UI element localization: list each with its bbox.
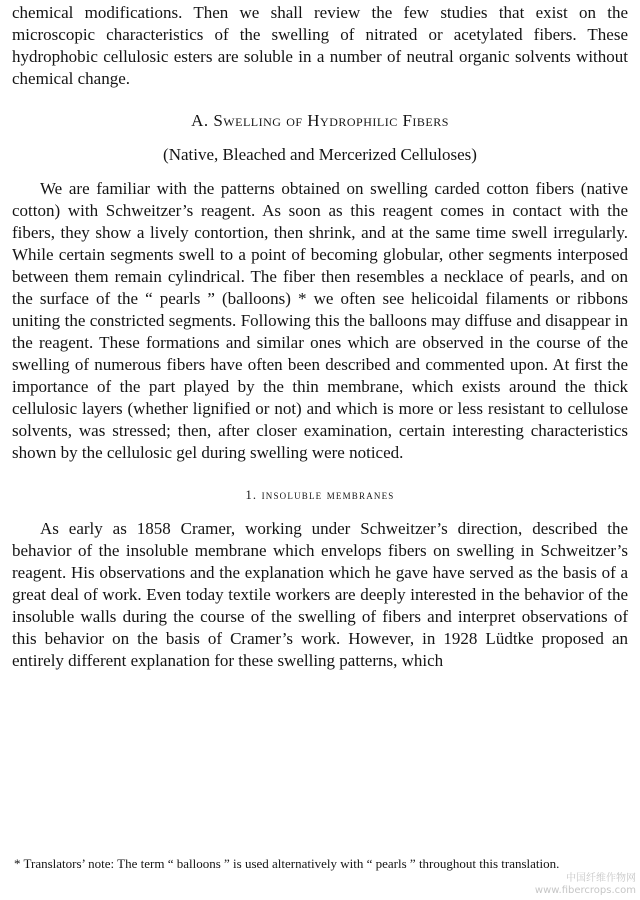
section-1-paragraph: As early as 1858 Cramer, working under Schweitzer’s direction, described the behavior of the insoluble membrane which envelops fibers on swelling in Schweitzer’s reagent. His observations and the explanation which he gave have served as the basis of a great deal of work. Even today textile workers are deeply interested in the behavior of the insoluble walls during the course of the swelling of fibers and interpret observations of this behavior on the basis of Cramer’s work. However, in 1928 Lüdtke proposed an entirely different explanation for these swelling patterns, which bbox=[12, 519, 628, 670]
spacer bbox=[12, 166, 628, 178]
section-1-title: 1. insoluble membranes bbox=[245, 488, 395, 502]
spacer bbox=[12, 464, 628, 484]
opening-paragraph: chemical modifications. Then we shall review the few studies that exist on the microscopic characteristics of the swelling of nitrated or acetylated fibers. These hydrophobic cellulosic esters are soluble in a number of neutral organic solvents without chemical change. bbox=[12, 3, 628, 88]
watermark-line-2: www.fibercrops.com bbox=[534, 885, 636, 896]
spacer bbox=[12, 506, 628, 518]
watermark-line-1: 中国纤维作物网 bbox=[566, 873, 636, 884]
watermark bbox=[535, 873, 636, 897]
section-a-subtitle: (Native, Bleached and Mercerized Celluloses) bbox=[163, 145, 477, 164]
spacer bbox=[12, 132, 628, 144]
section-a-title: A. Swelling of Hydrophilic Fibers bbox=[191, 111, 449, 130]
document-page bbox=[12, 0, 628, 900]
spacer bbox=[12, 90, 628, 110]
section-a-paragraph: We are familiar with the patterns obtained on swelling carded cotton fibers (native cotton) with Schweitzer’s reagent. As soon as this reagent comes in contact with the fibers, they show a lively contortion, then shrink, and at the same time swell irregularly. While certain segments swell to a point of becoming globular, other segments interposed between them remain cylindrical. The fiber then resembles a necklace of pearls, and on the surface of the “ pearls ” (balloons) * we often see helicoidal filaments or ribbons uniting the constricted segments. Following this the balloons may diffuse and disappear in the reagent. These formations and similar ones which are observed in the course of the swelling of numerous fibers have often been described and commented upon. At first the importance of the part played by the thin membrane, which exists around the thick cellulosic layers (whether lignified or not) and which is more or less resistant to cellulose solvents, was stressed; then, after closer examination, certain interesting characteristics shown by the cellulosic gel during swelling were noticed. bbox=[12, 179, 628, 462]
footnote: * Translators’ note: The term “ balloons ” is used alternatively with “ pearls ” throughout this translation. bbox=[14, 856, 560, 871]
